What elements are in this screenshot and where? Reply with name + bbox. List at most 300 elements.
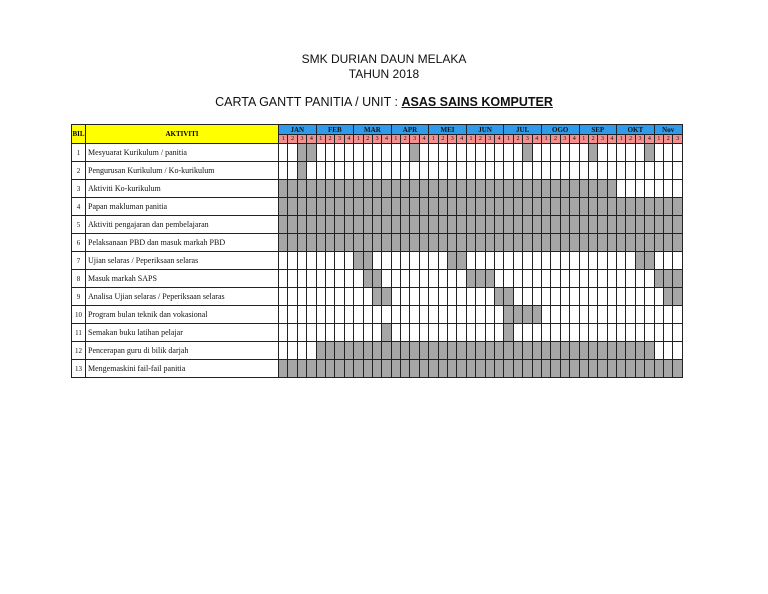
week-cell-scheduled <box>344 216 353 234</box>
week-cell-scheduled <box>645 342 654 360</box>
week-cell <box>523 288 532 306</box>
week-header: 4 <box>382 135 391 144</box>
week-cell <box>607 162 616 180</box>
week-cell-scheduled <box>504 198 513 216</box>
week-cell-scheduled <box>664 288 673 306</box>
week-cell <box>664 306 673 324</box>
week-cell-scheduled <box>316 216 325 234</box>
week-cell-scheduled <box>645 144 654 162</box>
month-header-feb: FEB <box>316 125 354 135</box>
week-cell <box>560 306 569 324</box>
week-cell <box>448 288 457 306</box>
activity-number: 4 <box>72 198 86 216</box>
week-cell-scheduled <box>391 360 400 378</box>
week-cell-scheduled <box>485 180 494 198</box>
week-cell <box>617 324 626 342</box>
week-cell-scheduled <box>560 198 569 216</box>
week-cell <box>438 270 447 288</box>
month-header-row <box>72 125 683 135</box>
week-cell-scheduled <box>410 360 419 378</box>
week-cell <box>279 252 288 270</box>
week-cell <box>532 288 541 306</box>
week-cell-scheduled <box>551 198 560 216</box>
week-cell-scheduled <box>429 180 438 198</box>
week-header: 4 <box>607 135 616 144</box>
week-cell <box>551 324 560 342</box>
week-cell-scheduled <box>288 198 297 216</box>
activity-row <box>72 324 683 342</box>
week-cell <box>476 306 485 324</box>
week-cell <box>316 144 325 162</box>
activity-row <box>72 198 683 216</box>
week-cell-scheduled <box>297 360 306 378</box>
week-cell-scheduled <box>654 216 663 234</box>
week-cell-scheduled <box>316 198 325 216</box>
week-cell <box>626 306 635 324</box>
week-header: 1 <box>316 135 325 144</box>
week-cell <box>673 162 682 180</box>
week-cell-scheduled <box>410 198 419 216</box>
week-cell <box>316 306 325 324</box>
week-cell-scheduled <box>457 180 466 198</box>
week-cell <box>579 288 588 306</box>
week-cell-scheduled <box>645 234 654 252</box>
week-cell <box>513 162 522 180</box>
week-cell <box>654 252 663 270</box>
week-cell-scheduled <box>673 288 682 306</box>
week-cell <box>654 162 663 180</box>
week-cell-scheduled <box>279 180 288 198</box>
week-cell <box>635 162 644 180</box>
week-cell-scheduled <box>354 198 363 216</box>
week-cell-scheduled <box>635 198 644 216</box>
week-cell-scheduled <box>570 234 579 252</box>
month-header-jan: JAN <box>279 125 317 135</box>
activity-row <box>72 342 683 360</box>
week-cell-scheduled <box>560 342 569 360</box>
week-cell <box>523 270 532 288</box>
week-cell <box>419 162 428 180</box>
week-cell <box>494 162 503 180</box>
week-header: 4 <box>494 135 503 144</box>
week-cell <box>598 324 607 342</box>
week-cell <box>541 252 550 270</box>
week-cell <box>391 288 400 306</box>
week-cell-scheduled <box>325 198 334 216</box>
week-cell-scheduled <box>325 234 334 252</box>
week-cell-scheduled <box>448 252 457 270</box>
month-header-jul: JUL <box>504 125 542 135</box>
week-cell-scheduled <box>372 288 381 306</box>
week-cell-scheduled <box>363 342 372 360</box>
week-cell <box>344 306 353 324</box>
week-cell <box>532 324 541 342</box>
week-cell-scheduled <box>419 180 428 198</box>
week-cell-scheduled <box>532 360 541 378</box>
week-cell-scheduled <box>579 234 588 252</box>
week-cell <box>551 144 560 162</box>
activity-number: 11 <box>72 324 86 342</box>
week-cell <box>372 324 381 342</box>
week-cell <box>654 342 663 360</box>
week-cell <box>307 270 316 288</box>
week-cell-scheduled <box>494 360 503 378</box>
week-cell-scheduled <box>457 198 466 216</box>
week-header: 1 <box>541 135 550 144</box>
week-cell-scheduled <box>504 288 513 306</box>
week-cell <box>307 342 316 360</box>
week-header: 3 <box>635 135 644 144</box>
week-header: 4 <box>419 135 428 144</box>
week-cell-scheduled <box>560 216 569 234</box>
week-cell-scheduled <box>363 360 372 378</box>
week-cell-scheduled <box>607 342 616 360</box>
week-cell-scheduled <box>645 216 654 234</box>
week-cell-scheduled <box>419 198 428 216</box>
week-cell <box>419 306 428 324</box>
week-cell <box>316 288 325 306</box>
week-cell <box>560 288 569 306</box>
week-cell <box>288 306 297 324</box>
week-cell <box>363 288 372 306</box>
week-cell-scheduled <box>664 198 673 216</box>
week-cell <box>438 144 447 162</box>
week-cell <box>626 288 635 306</box>
week-cell-scheduled <box>307 360 316 378</box>
week-cell-scheduled <box>485 270 494 288</box>
week-cell-scheduled <box>372 198 381 216</box>
week-cell-scheduled <box>504 234 513 252</box>
week-cell-scheduled <box>579 180 588 198</box>
week-header: 4 <box>645 135 654 144</box>
week-cell <box>344 270 353 288</box>
week-cell-scheduled <box>607 180 616 198</box>
week-cell <box>438 324 447 342</box>
month-header-sep: SEP <box>579 125 617 135</box>
week-header: 1 <box>654 135 663 144</box>
week-cell-scheduled <box>532 306 541 324</box>
school-name: SMK DURIAN DAUN MELAKA <box>301 52 467 66</box>
week-cell-scheduled <box>598 180 607 198</box>
week-cell-scheduled <box>438 216 447 234</box>
week-cell-scheduled <box>438 198 447 216</box>
week-cell-scheduled <box>570 216 579 234</box>
week-cell-scheduled <box>523 180 532 198</box>
week-cell <box>419 144 428 162</box>
week-cell <box>494 144 503 162</box>
week-cell <box>354 270 363 288</box>
week-cell-scheduled <box>288 216 297 234</box>
activity-row <box>72 234 683 252</box>
week-cell-scheduled <box>673 360 682 378</box>
week-cell-scheduled <box>307 180 316 198</box>
week-cell <box>429 324 438 342</box>
week-cell <box>297 288 306 306</box>
week-cell <box>579 252 588 270</box>
gantt-table <box>71 124 683 378</box>
week-cell <box>382 270 391 288</box>
week-cell-scheduled <box>288 234 297 252</box>
week-cell-scheduled <box>476 216 485 234</box>
week-cell <box>476 162 485 180</box>
week-cell-scheduled <box>457 216 466 234</box>
week-cell <box>494 306 503 324</box>
week-cell-scheduled <box>541 342 550 360</box>
week-header: 4 <box>570 135 579 144</box>
week-cell-scheduled <box>457 234 466 252</box>
week-cell-scheduled <box>541 180 550 198</box>
week-cell <box>344 324 353 342</box>
week-cell-scheduled <box>617 216 626 234</box>
week-cell <box>457 162 466 180</box>
week-cell <box>551 306 560 324</box>
week-cell <box>541 288 550 306</box>
activity-number: 5 <box>72 216 86 234</box>
week-cell-scheduled <box>316 360 325 378</box>
week-cell <box>325 288 334 306</box>
week-header: 1 <box>617 135 626 144</box>
week-cell <box>645 306 654 324</box>
week-cell <box>279 306 288 324</box>
week-cell-scheduled <box>664 360 673 378</box>
week-cell <box>279 288 288 306</box>
activity-header: AKTIVITI <box>86 125 279 144</box>
week-cell-scheduled <box>494 288 503 306</box>
activity-number: 3 <box>72 180 86 198</box>
week-cell-scheduled <box>372 270 381 288</box>
week-cell <box>588 324 597 342</box>
week-cell <box>560 162 569 180</box>
week-cell <box>354 306 363 324</box>
week-cell <box>307 306 316 324</box>
week-cell <box>570 270 579 288</box>
week-cell-scheduled <box>354 234 363 252</box>
week-cell-scheduled <box>316 342 325 360</box>
week-cell <box>335 288 344 306</box>
week-cell <box>541 324 550 342</box>
activity-row <box>72 180 683 198</box>
week-cell-scheduled <box>654 234 663 252</box>
activity-name: Aktiviti pengajaran dan pembelajaran <box>86 216 279 234</box>
week-cell-scheduled <box>307 198 316 216</box>
week-cell-scheduled <box>438 234 447 252</box>
week-cell-scheduled <box>354 360 363 378</box>
year-label: TAHUN 2018 <box>348 67 420 81</box>
week-cell <box>598 144 607 162</box>
week-cell <box>664 252 673 270</box>
week-cell <box>513 144 522 162</box>
week-cell-scheduled <box>410 216 419 234</box>
week-cell <box>457 306 466 324</box>
week-cell <box>664 324 673 342</box>
week-cell-scheduled <box>532 180 541 198</box>
week-cell-scheduled <box>504 342 513 360</box>
week-cell-scheduled <box>598 360 607 378</box>
week-cell <box>419 252 428 270</box>
week-cell <box>645 270 654 288</box>
week-cell <box>382 252 391 270</box>
week-cell-scheduled <box>419 216 428 234</box>
week-cell-scheduled <box>335 180 344 198</box>
week-cell <box>325 252 334 270</box>
week-cell <box>494 324 503 342</box>
week-cell-scheduled <box>654 198 663 216</box>
activity-name: Ujian selaras / Peperiksaan selaras <box>86 252 279 270</box>
week-cell <box>391 252 400 270</box>
week-cell <box>532 252 541 270</box>
week-cell-scheduled <box>579 216 588 234</box>
week-cell-scheduled <box>429 360 438 378</box>
week-cell-scheduled <box>588 180 597 198</box>
week-header: 1 <box>504 135 513 144</box>
week-cell <box>448 144 457 162</box>
week-cell <box>466 252 475 270</box>
week-cell-scheduled <box>541 234 550 252</box>
month-header-ogo: OGO <box>541 125 579 135</box>
week-header: 2 <box>664 135 673 144</box>
activity-name: Aktiviti Ko-kurikulum <box>86 180 279 198</box>
week-cell-scheduled <box>541 216 550 234</box>
week-cell <box>635 306 644 324</box>
week-cell <box>457 288 466 306</box>
week-cell <box>401 144 410 162</box>
week-cell-scheduled <box>448 234 457 252</box>
week-cell-scheduled <box>401 234 410 252</box>
week-cell <box>344 162 353 180</box>
week-cell-scheduled <box>570 180 579 198</box>
week-cell-scheduled <box>635 234 644 252</box>
week-cell-scheduled <box>673 198 682 216</box>
week-cell <box>297 324 306 342</box>
week-cell-scheduled <box>344 342 353 360</box>
week-cell <box>382 144 391 162</box>
week-cell <box>626 144 635 162</box>
week-cell-scheduled <box>617 360 626 378</box>
week-cell <box>448 324 457 342</box>
week-cell-scheduled <box>617 198 626 216</box>
activity-row <box>72 252 683 270</box>
week-cell-scheduled <box>372 234 381 252</box>
week-header: 3 <box>335 135 344 144</box>
week-cell <box>335 324 344 342</box>
week-cell <box>429 288 438 306</box>
week-cell <box>579 270 588 288</box>
week-cell-scheduled <box>504 216 513 234</box>
week-cell-scheduled <box>363 252 372 270</box>
week-cell-scheduled <box>645 360 654 378</box>
week-header: 2 <box>513 135 522 144</box>
week-cell <box>654 324 663 342</box>
activity-row <box>72 162 683 180</box>
week-cell <box>570 324 579 342</box>
week-cell <box>617 252 626 270</box>
week-cell-scheduled <box>363 180 372 198</box>
week-cell-scheduled <box>523 216 532 234</box>
week-cell <box>588 162 597 180</box>
week-cell <box>645 162 654 180</box>
week-cell-scheduled <box>438 360 447 378</box>
week-cell <box>485 288 494 306</box>
week-cell-scheduled <box>307 216 316 234</box>
week-cell-scheduled <box>485 342 494 360</box>
week-cell <box>523 252 532 270</box>
week-cell-scheduled <box>551 360 560 378</box>
activity-row <box>72 144 683 162</box>
week-cell-scheduled <box>476 180 485 198</box>
week-cell <box>570 144 579 162</box>
week-cell-scheduled <box>372 216 381 234</box>
week-cell-scheduled <box>588 216 597 234</box>
week-cell <box>297 342 306 360</box>
week-cell <box>429 306 438 324</box>
week-cell-scheduled <box>354 252 363 270</box>
week-cell-scheduled <box>410 144 419 162</box>
week-cell-scheduled <box>673 216 682 234</box>
week-cell-scheduled <box>448 198 457 216</box>
week-cell-scheduled <box>551 216 560 234</box>
week-header: 3 <box>448 135 457 144</box>
week-cell <box>382 162 391 180</box>
week-cell <box>626 324 635 342</box>
week-cell-scheduled <box>457 360 466 378</box>
week-cell-scheduled <box>513 198 522 216</box>
week-cell <box>570 306 579 324</box>
activity-name: Pelaksanaan PBD dan masuk markah PBD <box>86 234 279 252</box>
week-cell <box>523 162 532 180</box>
week-cell-scheduled <box>673 234 682 252</box>
week-cell <box>551 162 560 180</box>
week-cell <box>588 252 597 270</box>
week-cell-scheduled <box>485 198 494 216</box>
activity-row <box>72 216 683 234</box>
week-cell-scheduled <box>307 144 316 162</box>
week-cell-scheduled <box>363 234 372 252</box>
week-cell <box>541 144 550 162</box>
week-cell-scheduled <box>513 342 522 360</box>
week-cell <box>288 324 297 342</box>
week-header: 2 <box>476 135 485 144</box>
week-header: 2 <box>551 135 560 144</box>
week-cell <box>635 144 644 162</box>
activity-row <box>72 306 683 324</box>
week-cell <box>504 270 513 288</box>
week-cell <box>401 324 410 342</box>
week-cell <box>279 144 288 162</box>
week-cell-scheduled <box>297 180 306 198</box>
week-cell <box>448 270 457 288</box>
week-cell-scheduled <box>635 360 644 378</box>
week-header: 4 <box>344 135 353 144</box>
week-cell-scheduled <box>401 360 410 378</box>
week-header: 3 <box>560 135 569 144</box>
week-header: 4 <box>457 135 466 144</box>
week-cell <box>664 144 673 162</box>
week-cell <box>335 306 344 324</box>
week-cell <box>335 270 344 288</box>
week-cell-scheduled <box>570 198 579 216</box>
week-cell-scheduled <box>504 306 513 324</box>
week-cell <box>316 162 325 180</box>
week-cell-scheduled <box>551 234 560 252</box>
week-cell-scheduled <box>438 180 447 198</box>
week-cell <box>429 270 438 288</box>
week-cell-scheduled <box>513 234 522 252</box>
week-cell-scheduled <box>279 360 288 378</box>
week-cell <box>570 288 579 306</box>
week-cell <box>363 324 372 342</box>
week-cell <box>391 144 400 162</box>
week-cell-scheduled <box>476 360 485 378</box>
